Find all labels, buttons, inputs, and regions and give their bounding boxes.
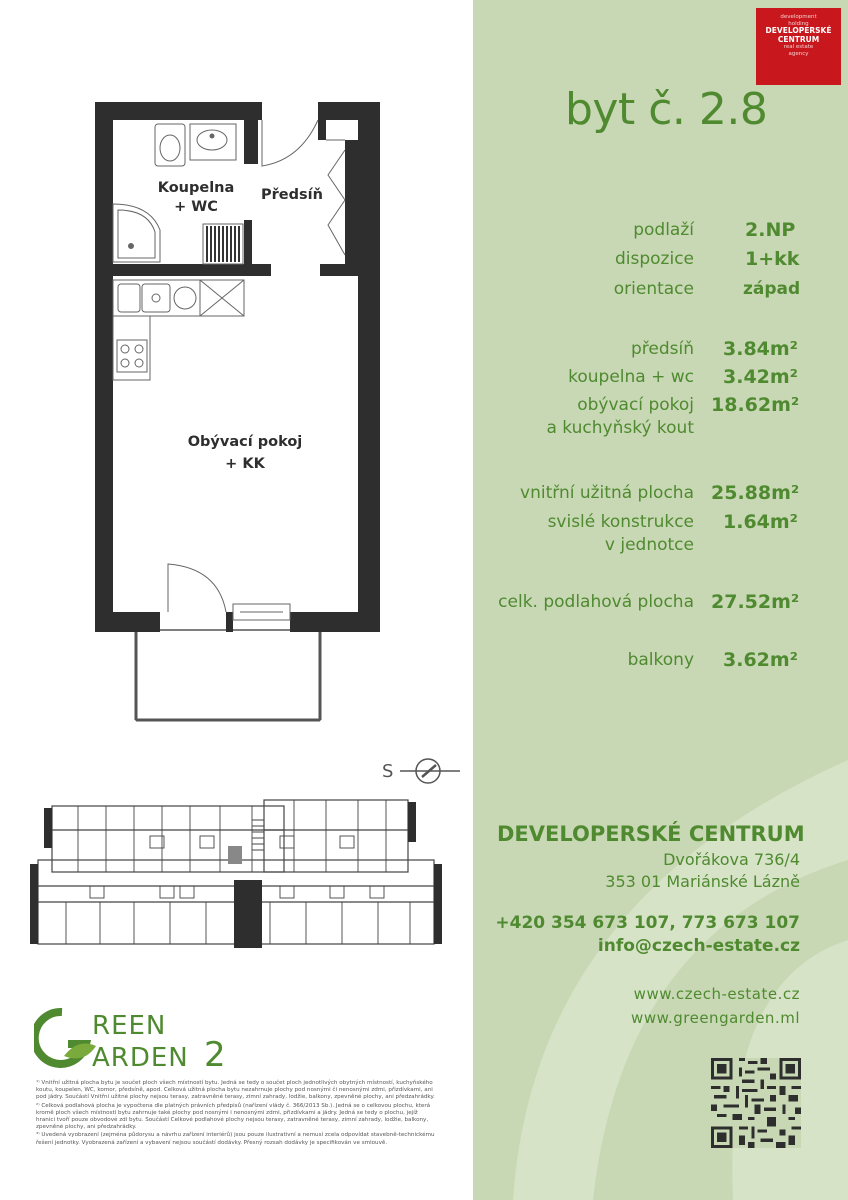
logo-line-5: real estate bbox=[783, 44, 814, 50]
bath-label: koupelna + wc bbox=[568, 367, 694, 387]
compass-icon bbox=[380, 755, 460, 787]
room-label-living-1: Obývací pokoj bbox=[187, 434, 303, 450]
brand-word-1: REEN bbox=[92, 1011, 167, 1041]
footnote-3: ³⁾ Uvedená vyobrazení (zejména půdorysu a návrhu zařízení interiérů) jsou pouze ilustrativní a nemusí zcela odpovídat stavebně-technickému řešení jednotky. Vyobrazená zařízení a vybavení nejsou součástí dodávky. Přesný rozsah dodávky je specifikován ve smlouvě. bbox=[36, 1132, 435, 1146]
living-label-2: a kuchyňský kout bbox=[546, 418, 694, 438]
address-city: 353 01 Mariánské Lázně bbox=[605, 872, 800, 891]
balcony-value: 3.62m² bbox=[723, 649, 798, 671]
website-link-1[interactable]: www.czech-estate.cz bbox=[633, 985, 800, 1003]
layout-label: dispozice bbox=[614, 249, 694, 269]
info-row-balcony bbox=[473, 649, 848, 679]
company-name: DEVELOPERSKÉ CENTRUM bbox=[497, 822, 805, 846]
floor-value: 2.NP bbox=[745, 219, 796, 241]
info-row-total-area bbox=[473, 591, 848, 621]
room-label-bathroom-1: Koupelna bbox=[157, 180, 235, 196]
building-overview-plan bbox=[30, 790, 442, 958]
footnote-2: ²⁾ Celková podlahová plocha je vypočtena dle platných právních předpisů (nařízení vlády č. 366/2013 Sb.). Jedná se o celkovou plochu, která kromě ploch všech místností bytu zahrnuje také plochy pod nosnými i nenosnými zdmi, přizdívkami a jádry. Jedná se tedy o plochu, jejíž hranici tvoří pouze obvodové zdi bytu. Součástí Celkové podlahové plochy nejsou terasy, zatravněné terasy, zimní zahrady, lodžie, balkony, zpevněné plochy, ani předzahrádky. bbox=[36, 1102, 431, 1131]
info-row-floor bbox=[473, 219, 848, 249]
qr-code[interactable] bbox=[711, 1058, 801, 1148]
phone-number[interactable]: +420 354 673 107, 773 673 107 bbox=[495, 913, 800, 933]
logo-line-4: CENTRUM bbox=[777, 34, 820, 44]
email-link[interactable]: info@czech-estate.cz bbox=[597, 936, 800, 956]
inner-area-label: vnitřní užitná plocha bbox=[520, 483, 694, 503]
inner-area-value: 25.88m² bbox=[711, 482, 800, 504]
floor-plan bbox=[0, 0, 473, 740]
page-title: byt č. 2.8 bbox=[565, 84, 768, 135]
info-row-inner-area bbox=[473, 482, 848, 512]
bath-value: 3.42m² bbox=[723, 366, 798, 388]
room-label-living-2: + KK bbox=[225, 456, 265, 472]
walls-value: 1.64m² bbox=[723, 511, 798, 533]
orientation-value: západ bbox=[743, 279, 801, 299]
info-row-walls bbox=[473, 511, 848, 561]
website-link-2[interactable]: www.greengarden.ml bbox=[631, 1009, 800, 1027]
compass-label: S bbox=[382, 761, 394, 782]
logo-line-1: development bbox=[780, 14, 817, 20]
kitchen-fixtures bbox=[113, 280, 244, 380]
living-value: 18.62m² bbox=[711, 394, 800, 416]
walls-label-1: svislé konstrukce bbox=[547, 512, 694, 532]
room-label-bathroom-2: + WC bbox=[174, 199, 218, 215]
brand-number: 2 bbox=[204, 1035, 226, 1072]
walls-label-2: v jednotce bbox=[604, 535, 694, 555]
orientation-label: orientace bbox=[613, 279, 694, 299]
highlighted-unit bbox=[234, 880, 262, 948]
total-area-value: 27.52m² bbox=[711, 591, 800, 613]
hall-label: předsíň bbox=[630, 339, 694, 359]
developerske-centrum-logo bbox=[756, 8, 841, 85]
info-row-hall bbox=[473, 338, 848, 368]
info-row-layout bbox=[473, 248, 848, 278]
logo-line-3: DEVELOPERSKÉ bbox=[765, 26, 832, 35]
living-label-1: obývací pokoj bbox=[577, 395, 694, 415]
balcony bbox=[136, 630, 320, 720]
hall-value: 3.84m² bbox=[723, 338, 798, 360]
green-garden-logo bbox=[34, 1006, 244, 1072]
brand-word-2: ARDEN bbox=[92, 1043, 189, 1072]
floor-label: podlaží bbox=[633, 220, 694, 240]
address-street: Dvořákova 736/4 bbox=[663, 850, 800, 869]
info-row-living bbox=[473, 394, 848, 444]
balcony-label: balkony bbox=[627, 650, 694, 670]
footnotes bbox=[36, 1080, 438, 1148]
info-row-bath bbox=[473, 366, 848, 396]
room-label-hall: Předsíň bbox=[261, 187, 323, 203]
logo-line-6: agency bbox=[788, 50, 809, 57]
living-fixtures bbox=[168, 564, 290, 620]
footnote-1: ¹⁾ Vnitřní užitná plocha bytu je součet ploch všech místností bytu. Jedná se tedy o součet ploch jednotlivých obytných místností, kuchyňského koutu, koupelen, WC, komor, předsíně, apod. Celková užitná plocha bytu nezahrnuje plochy pod nosnými či nenosnými zdmi, přizdívkami, ani pod jádry. Součástí Vnitřní užitné plochy nejsou terasy, zatravněné terasy, zimní zahrady, lodžie, balkony, zpevněné plochy, ani předzahrádky. bbox=[36, 1080, 435, 1101]
info-row-orientation bbox=[473, 278, 848, 308]
layout-value: 1+kk bbox=[745, 248, 800, 270]
total-area-label: celk. podlahová plocha bbox=[498, 592, 694, 612]
logo-line-2: holding bbox=[788, 20, 809, 27]
